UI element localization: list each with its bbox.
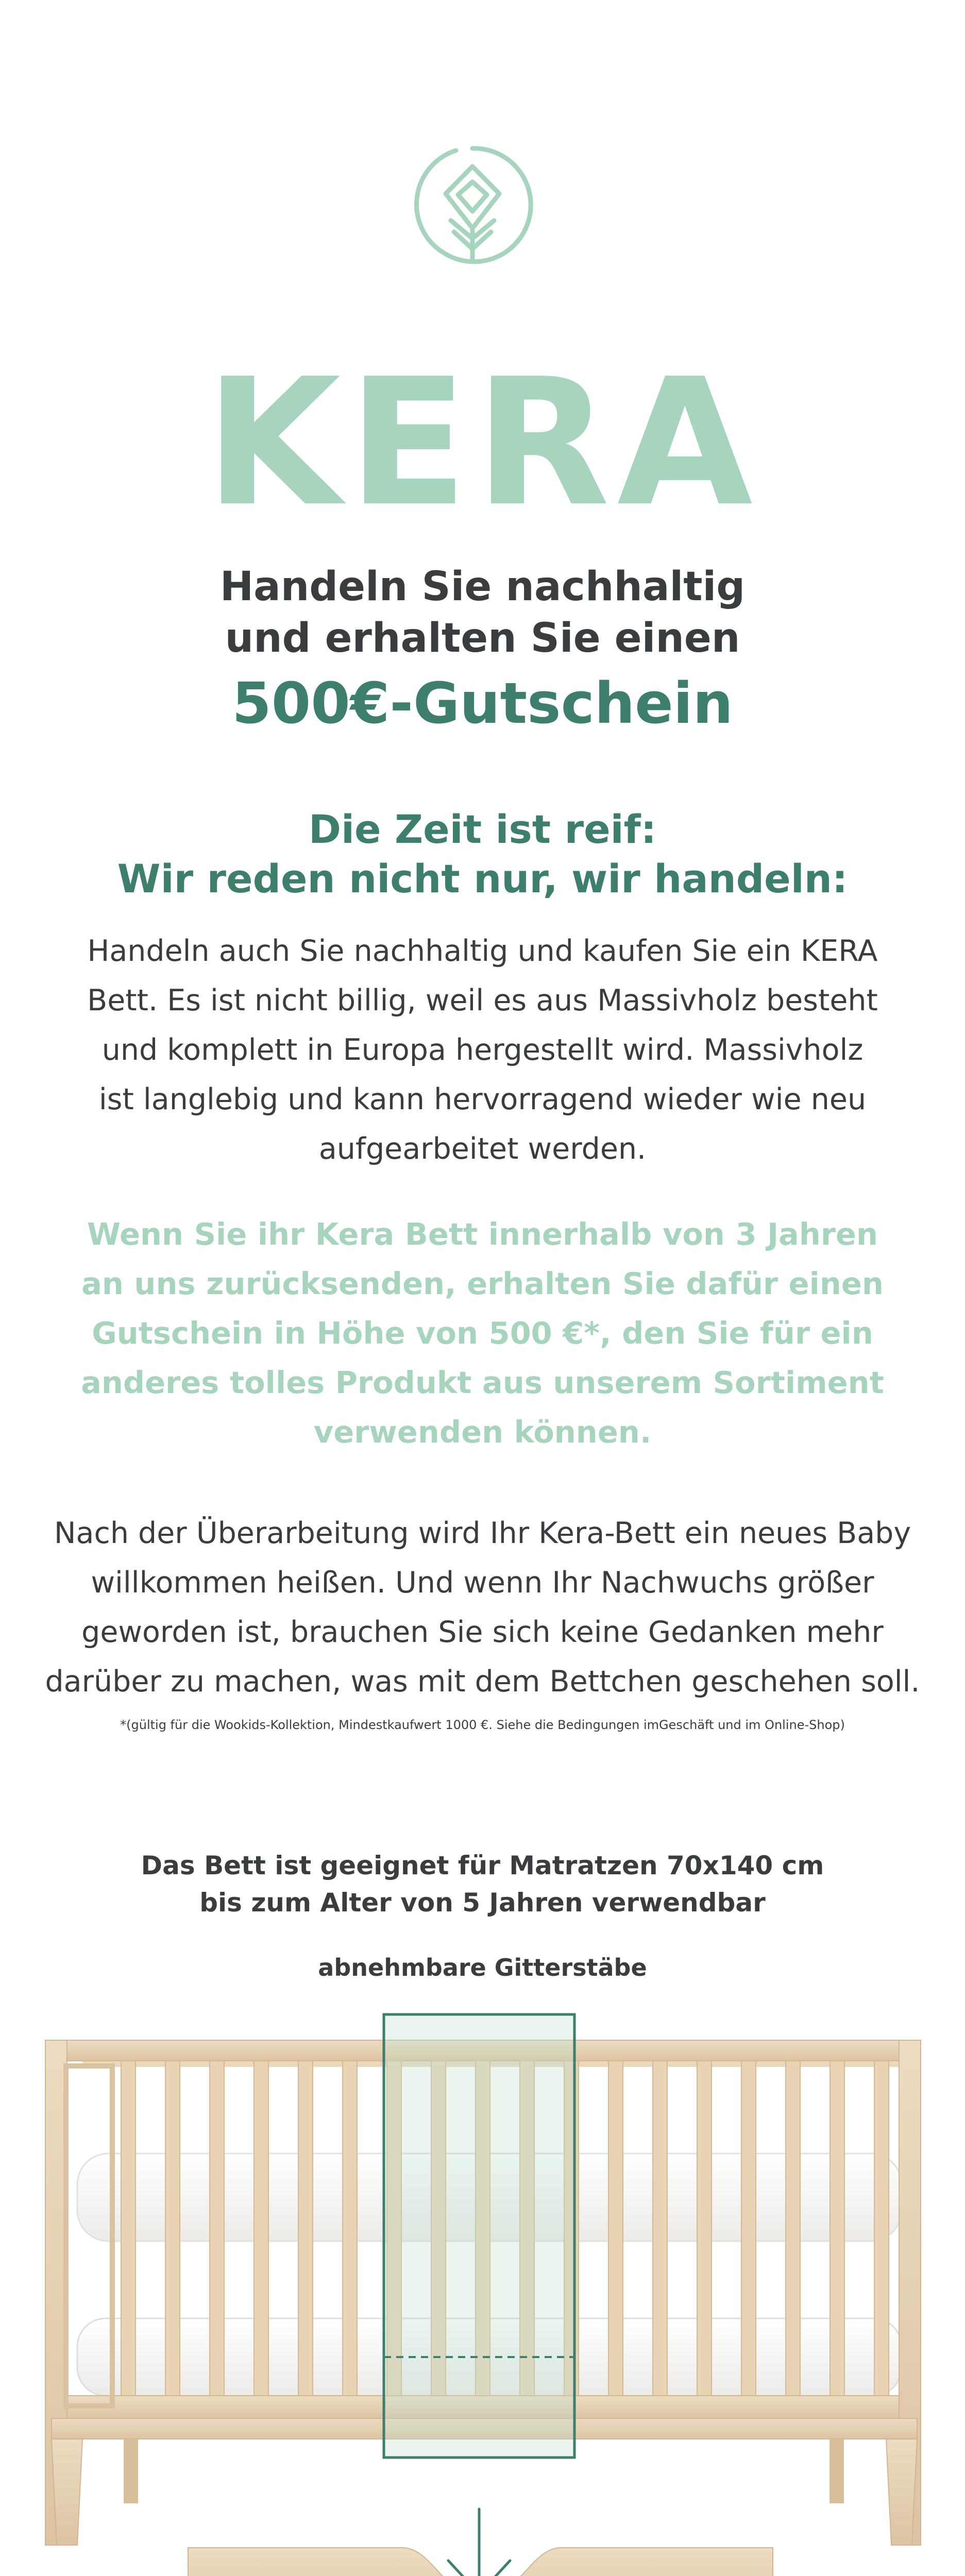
offer-line: an uns zurücksenden, erhalten Sie dafür einen bbox=[81, 1266, 884, 1301]
headline-line-1: Handeln Sie nachhaltig bbox=[219, 564, 746, 610]
intro-line: Handeln auch Sie nachhaltig und kaufen Sie ein KERA bbox=[87, 934, 878, 968]
crib-bar bbox=[874, 2061, 889, 2396]
after-line: Nach der Überarbeitung wird Ihr Kera-Bett ein neues Baby bbox=[54, 1516, 911, 1550]
crib-bar bbox=[830, 2061, 844, 2396]
intro-line: Bett. Es ist nicht billig, weil es aus Massivholz besteht bbox=[87, 984, 878, 1018]
crib-bar bbox=[786, 2061, 800, 2396]
crib-left-leg bbox=[52, 2439, 82, 2545]
crib-bar bbox=[343, 2061, 357, 2396]
offer-line: verwenden können. bbox=[313, 1414, 652, 1450]
suitability-line-2: bis zum Alter von 5 Jahren verwendbar bbox=[199, 1888, 766, 1918]
crib-bar bbox=[697, 2061, 712, 2396]
removable-bars-label: abnehmbare Gitterstäbe bbox=[318, 1954, 647, 1981]
crib-inner-leg-left bbox=[124, 2439, 138, 2503]
after-line: willkommen heißen. Und wenn Ihr Nachwuchs größer bbox=[91, 1566, 874, 1600]
removable-bars-highlight bbox=[384, 2014, 574, 2458]
headline-line-2: und erhalten Sie einen bbox=[225, 615, 740, 662]
intro-line: und komplett in Europa hergestellt wird. Massivholz bbox=[101, 1033, 864, 1067]
intro-line: aufgearbeitet werden. bbox=[318, 1132, 647, 1166]
crib-right-leg bbox=[886, 2439, 917, 2545]
crib-illustration bbox=[0, 1989, 965, 2576]
crib-bar bbox=[298, 2061, 313, 2396]
offer-line: Wenn Sie ihr Kera Bett innerhalb von 3 Jahren bbox=[87, 1216, 878, 1252]
brand-name: KERA bbox=[205, 341, 760, 545]
crib-bar bbox=[165, 2061, 180, 2396]
after-paragraph bbox=[0, 1509, 965, 1706]
after-line: geworden ist, brauchen Sie sich keine Gedanken mehr bbox=[81, 1615, 884, 1649]
intro-line: ist langlebig und kann hervorragend wieder wie neu bbox=[98, 1082, 867, 1116]
intro-paragraph bbox=[0, 926, 965, 1174]
crib-bar bbox=[608, 2061, 623, 2396]
crib-bar bbox=[210, 2061, 224, 2396]
suitability-line-1: Das Bett ist geeignet für Matratzen 70x140 cm bbox=[141, 1851, 824, 1880]
subheadline-line-1: Die Zeit ist reif: bbox=[308, 806, 657, 852]
leaf-circle-icon bbox=[411, 143, 534, 267]
voucher-headline: 500€-Gutschein bbox=[232, 670, 733, 736]
offer-line: anderes tolles Produkt aus unserem Sortiment bbox=[81, 1365, 884, 1400]
after-line: darüber zu machen, was mit dem Bettchen geschehen soll. bbox=[45, 1665, 920, 1699]
subheadline-line-2: Wir reden nicht nur, wir handeln: bbox=[117, 856, 848, 902]
crib-bar bbox=[254, 2061, 268, 2396]
crib-bar bbox=[653, 2061, 667, 2396]
crib-bar bbox=[121, 2061, 136, 2396]
crib-inner-leg-right bbox=[829, 2439, 844, 2503]
crib-bar bbox=[741, 2061, 756, 2396]
offer-paragraph bbox=[0, 1210, 965, 1457]
down-arrow-icon bbox=[448, 2509, 510, 2576]
offer-line: Gutschein in Höhe von 500 €*, den Sie für ein bbox=[92, 1315, 873, 1351]
footnote: *(gültig für die Wookids-Kollektion, Mindestkaufwert 1000 €. Siehe die Bedingungen imGeschäft und im Online-Shop) bbox=[120, 1718, 845, 1732]
